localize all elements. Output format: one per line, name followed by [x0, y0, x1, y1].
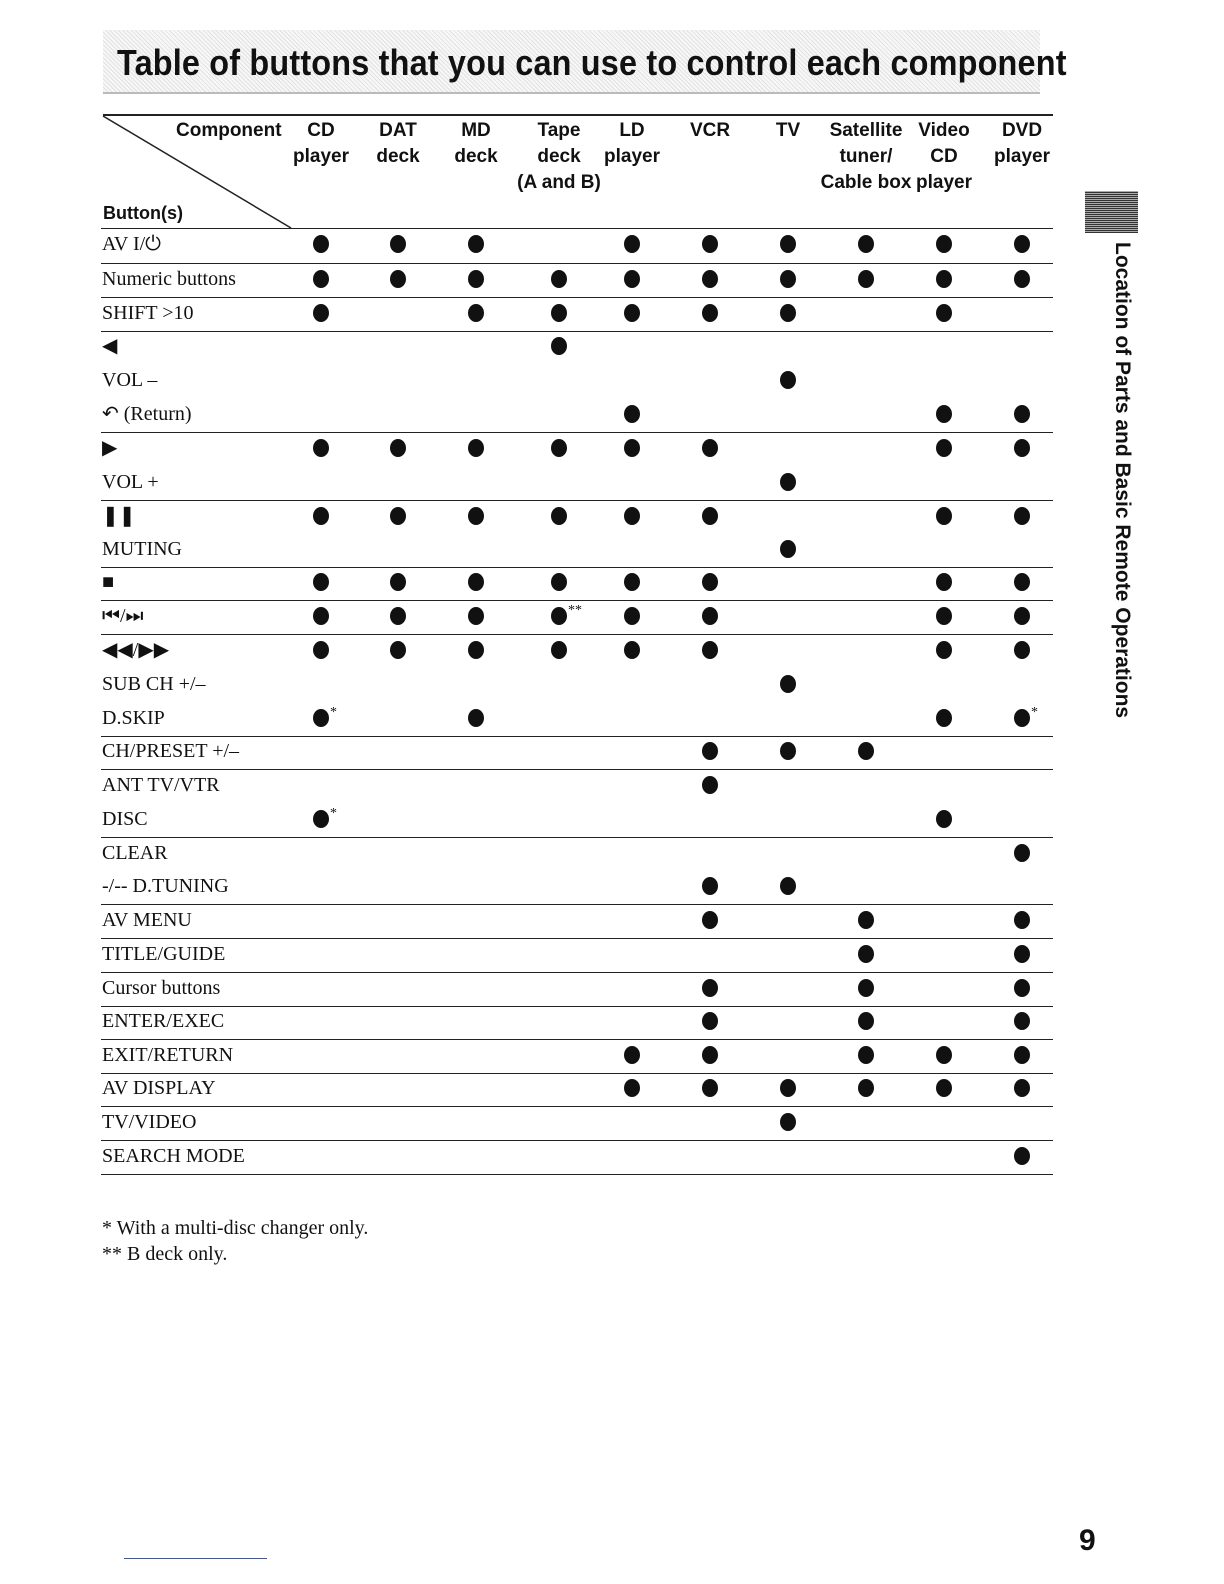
support-dot	[858, 945, 874, 963]
support-dot	[390, 235, 406, 253]
support-dot	[780, 304, 796, 322]
support-dot	[936, 810, 952, 828]
support-dot	[702, 911, 718, 929]
column-header-vcr: VCR	[689, 120, 731, 141]
row-divider-rule	[101, 297, 1053, 298]
column-header-md: MD deck	[454, 120, 498, 167]
support-dot	[390, 439, 406, 457]
support-dot	[702, 641, 718, 659]
support-dot	[780, 540, 796, 558]
support-dot	[858, 1079, 874, 1097]
support-dot	[702, 270, 718, 288]
support-dot	[858, 911, 874, 929]
support-dot	[1014, 235, 1030, 253]
support-dot	[551, 270, 567, 288]
support-dot	[936, 439, 952, 457]
support-dot	[780, 473, 796, 491]
row-label: CLEAR	[102, 842, 168, 864]
support-dot	[468, 304, 484, 322]
support-dot	[624, 607, 640, 625]
support-dot	[390, 507, 406, 525]
support-dot	[780, 675, 796, 693]
row-label: -/-- D.TUNING	[102, 875, 229, 897]
row-label: TITLE/GUIDE	[102, 943, 226, 965]
support-dot	[551, 304, 567, 322]
footnote-marker: *	[1031, 705, 1038, 720]
support-dot	[624, 1079, 640, 1097]
support-dot	[780, 270, 796, 288]
row-label: VOL –	[102, 369, 158, 391]
support-dot	[936, 709, 952, 727]
support-dot	[858, 1046, 874, 1064]
footnote-single-star: * With a multi-disc changer only.	[102, 1217, 369, 1239]
header-bottom-rule	[101, 228, 1053, 229]
support-dot	[702, 742, 718, 760]
support-dot	[313, 641, 329, 659]
support-dot	[551, 337, 567, 355]
support-dot	[551, 607, 567, 625]
support-dot	[702, 235, 718, 253]
support-dot	[1014, 1012, 1030, 1030]
support-dot	[1014, 439, 1030, 457]
support-dot	[1014, 270, 1030, 288]
support-dot	[1014, 507, 1030, 525]
support-dot	[858, 235, 874, 253]
row-label: Numeric buttons	[102, 268, 236, 290]
support-dot	[702, 304, 718, 322]
support-dot	[1014, 405, 1030, 423]
row-label: ■	[102, 571, 115, 593]
footnote-marker: *	[330, 705, 337, 720]
support-dot	[624, 507, 640, 525]
footnote-marker: **	[568, 603, 582, 618]
row-divider-rule	[101, 904, 1053, 905]
support-dot	[936, 270, 952, 288]
support-dot	[313, 573, 329, 591]
row-label: ◀◀/▶▶	[102, 639, 170, 661]
support-dot	[858, 742, 874, 760]
row-divider-rule	[101, 769, 1053, 770]
support-dot	[936, 1046, 952, 1064]
row-label: ⏮/⏭	[102, 605, 144, 627]
row-divider-rule	[101, 263, 1053, 264]
support-dot	[936, 1079, 952, 1097]
support-dot	[702, 607, 718, 625]
support-dot	[1014, 607, 1030, 625]
row-label: ANT TV/VTR	[102, 774, 220, 796]
support-dot	[1014, 1046, 1030, 1064]
row-label: ◀	[102, 335, 118, 357]
row-label: EXIT/RETURN	[102, 1044, 234, 1066]
row-divider-rule	[101, 736, 1053, 737]
support-dot	[702, 573, 718, 591]
row-label: CH/PRESET +/–	[102, 740, 240, 762]
row-divider-rule	[101, 938, 1053, 939]
support-dot	[624, 304, 640, 322]
support-dot	[1014, 573, 1030, 591]
column-header-cd: CD player	[293, 120, 349, 167]
bottom-link-rule	[124, 1558, 267, 1559]
row-label: MUTING	[102, 538, 182, 560]
header-buttons: Button(s)	[103, 203, 183, 223]
row-divider-rule	[101, 837, 1053, 838]
support-dot	[936, 235, 952, 253]
support-dot	[468, 607, 484, 625]
support-dot	[936, 641, 952, 659]
column-header-tv: TV	[775, 120, 801, 141]
row-divider-rule	[101, 600, 1053, 601]
support-dot	[313, 709, 329, 727]
support-dot	[702, 877, 718, 895]
support-dot	[1014, 709, 1030, 727]
support-dot	[313, 439, 329, 457]
section-tab-marker	[1085, 191, 1138, 233]
support-dot	[1014, 844, 1030, 862]
support-dot	[936, 405, 952, 423]
support-dot	[858, 979, 874, 997]
support-dot	[313, 304, 329, 322]
support-dot	[468, 235, 484, 253]
support-dot	[1014, 1079, 1030, 1097]
support-dot	[780, 877, 796, 895]
column-header-dvd: DVD player	[994, 120, 1050, 167]
support-dot	[624, 641, 640, 659]
support-dot	[702, 1012, 718, 1030]
support-dot	[468, 641, 484, 659]
support-dot	[390, 641, 406, 659]
footnote-double-star: ** B deck only.	[102, 1243, 228, 1265]
support-dot	[624, 1046, 640, 1064]
support-dot	[390, 573, 406, 591]
row-divider-rule	[101, 1039, 1053, 1040]
support-dot	[702, 1046, 718, 1064]
row-label: SUB CH +/–	[102, 673, 206, 695]
support-dot	[1014, 911, 1030, 929]
support-dot	[468, 270, 484, 288]
section-side-label: Location of Parts and Basic Remote Operations	[1111, 242, 1134, 719]
support-dot	[780, 1079, 796, 1097]
support-dot	[936, 573, 952, 591]
support-dot	[624, 270, 640, 288]
row-label: AV MENU	[102, 909, 192, 931]
page-title: Table of buttons that you can use to control each component	[117, 42, 1067, 83]
support-dot	[624, 439, 640, 457]
support-dot	[702, 979, 718, 997]
column-header-sat: Satellite tuner/ Cable box	[820, 120, 912, 193]
support-dot	[313, 235, 329, 253]
row-divider-rule	[101, 432, 1053, 433]
footnote-marker: *	[330, 806, 337, 821]
row-label: AV I/⏻	[102, 233, 161, 255]
support-dot	[468, 507, 484, 525]
support-dot	[468, 439, 484, 457]
support-dot	[858, 1012, 874, 1030]
support-dot	[858, 270, 874, 288]
support-dot	[780, 235, 796, 253]
header-component: Component	[176, 120, 282, 141]
title-banner	[103, 30, 1067, 94]
row-label: ↶ (Return)	[102, 403, 192, 425]
row-divider-rule	[101, 1006, 1053, 1007]
row-label: ENTER/EXEC	[102, 1010, 225, 1032]
support-dot	[702, 776, 718, 794]
row-label: Cursor buttons	[102, 977, 221, 999]
row-label: TV/VIDEO	[102, 1111, 197, 1133]
row-label: AV DISPLAY	[102, 1077, 216, 1099]
support-dot	[702, 507, 718, 525]
row-divider-rule	[101, 1140, 1053, 1141]
column-header-tape: Tape deck (A and B)	[517, 120, 601, 193]
support-dot	[313, 607, 329, 625]
support-dot	[551, 439, 567, 457]
support-dot	[390, 607, 406, 625]
row-label: VOL +	[102, 471, 159, 493]
support-dot	[390, 270, 406, 288]
row-label: SEARCH MODE	[102, 1145, 245, 1167]
row-label: ❚❚	[102, 505, 136, 527]
support-dot	[551, 507, 567, 525]
row-divider-rule	[101, 567, 1053, 568]
column-header-dat: DAT deck	[376, 120, 420, 167]
page-number: 9	[1079, 1524, 1096, 1557]
support-dot	[780, 1113, 796, 1131]
support-dot	[313, 507, 329, 525]
support-dot	[624, 573, 640, 591]
row-divider-rule	[101, 634, 1053, 635]
support-dot	[936, 607, 952, 625]
column-header-ld: LD player	[604, 120, 660, 167]
row-divider-rule	[101, 1106, 1053, 1107]
support-dot	[1014, 1147, 1030, 1165]
support-dot	[780, 742, 796, 760]
support-dot	[313, 270, 329, 288]
row-divider-rule	[101, 331, 1053, 332]
support-dot	[1014, 979, 1030, 997]
column-header-vcd: Video CD player	[916, 120, 972, 193]
row-label: DISC	[102, 808, 148, 830]
row-divider-rule	[101, 1174, 1053, 1175]
support-dot	[551, 641, 567, 659]
support-dot	[468, 573, 484, 591]
row-label: D.SKIP	[102, 707, 165, 729]
support-dot	[313, 810, 329, 828]
row-divider-rule	[101, 972, 1053, 973]
support-dot	[936, 304, 952, 322]
support-dot	[780, 371, 796, 389]
row-divider-rule	[101, 500, 1053, 501]
support-dot	[936, 507, 952, 525]
row-label: ▶	[102, 437, 118, 459]
support-dot	[624, 235, 640, 253]
support-dot	[551, 573, 567, 591]
row-divider-rule	[101, 1073, 1053, 1074]
support-dot	[702, 439, 718, 457]
support-dot	[702, 1079, 718, 1097]
support-dot	[1014, 945, 1030, 963]
support-dot	[624, 405, 640, 423]
support-dot	[468, 709, 484, 727]
support-dot	[1014, 641, 1030, 659]
row-label: SHIFT >10	[102, 302, 194, 324]
